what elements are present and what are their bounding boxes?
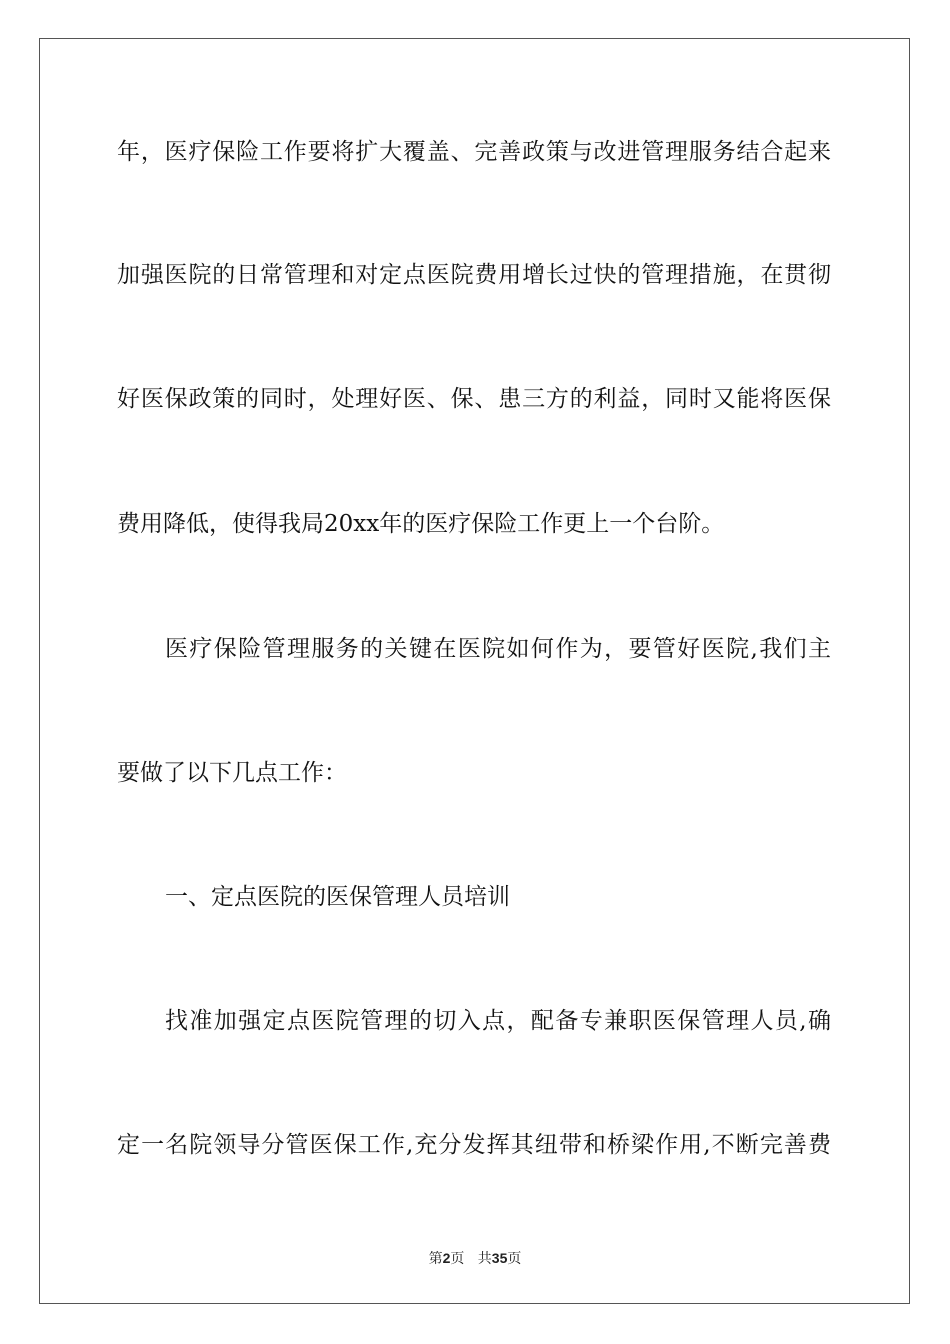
section-heading: 一、定点医院的医保管理人员培训 bbox=[165, 884, 510, 910]
text-line-3: 好医保政策的同时，处理好医、保、患三方的利益，同时又能将医保 bbox=[117, 386, 831, 412]
text-line-8: 找准加强定点医院管理的切入点，配备专兼职医保管理人员,确 bbox=[165, 1008, 831, 1034]
footer-page-number: 2 bbox=[442, 1250, 451, 1266]
page-border bbox=[39, 38, 910, 1304]
footer-page-suffix: 页 bbox=[450, 1251, 465, 1267]
footer-total-suffix: 页 bbox=[507, 1251, 522, 1267]
text-line-6: 要做了以下几点工作： bbox=[117, 760, 347, 786]
footer-total-pages: 35 bbox=[491, 1250, 508, 1266]
page-footer bbox=[0, 1248, 950, 1268]
text-line-4: 费用降低，使得我局20xx年的医疗保险工作更上一个台阶。 bbox=[117, 511, 725, 537]
footer-total-prefix: 共 bbox=[477, 1251, 492, 1267]
text-line-9: 定一名院领导分管医保工作,充分发挥其纽带和桥梁作用,不断完善费 bbox=[117, 1132, 831, 1158]
text-line-1: 年，医疗保险工作要将扩大覆盖、完善政策与改进管理服务结合起来 bbox=[117, 139, 831, 165]
footer-page-prefix: 第 bbox=[428, 1251, 443, 1267]
text-line-2: 加强医院的日常管理和对定点医院费用增长过快的管理措施，在贯彻 bbox=[117, 262, 831, 288]
text-line-5: 医疗保险管理服务的关键在医院如何作为，要管好医院,我们主 bbox=[165, 636, 831, 662]
